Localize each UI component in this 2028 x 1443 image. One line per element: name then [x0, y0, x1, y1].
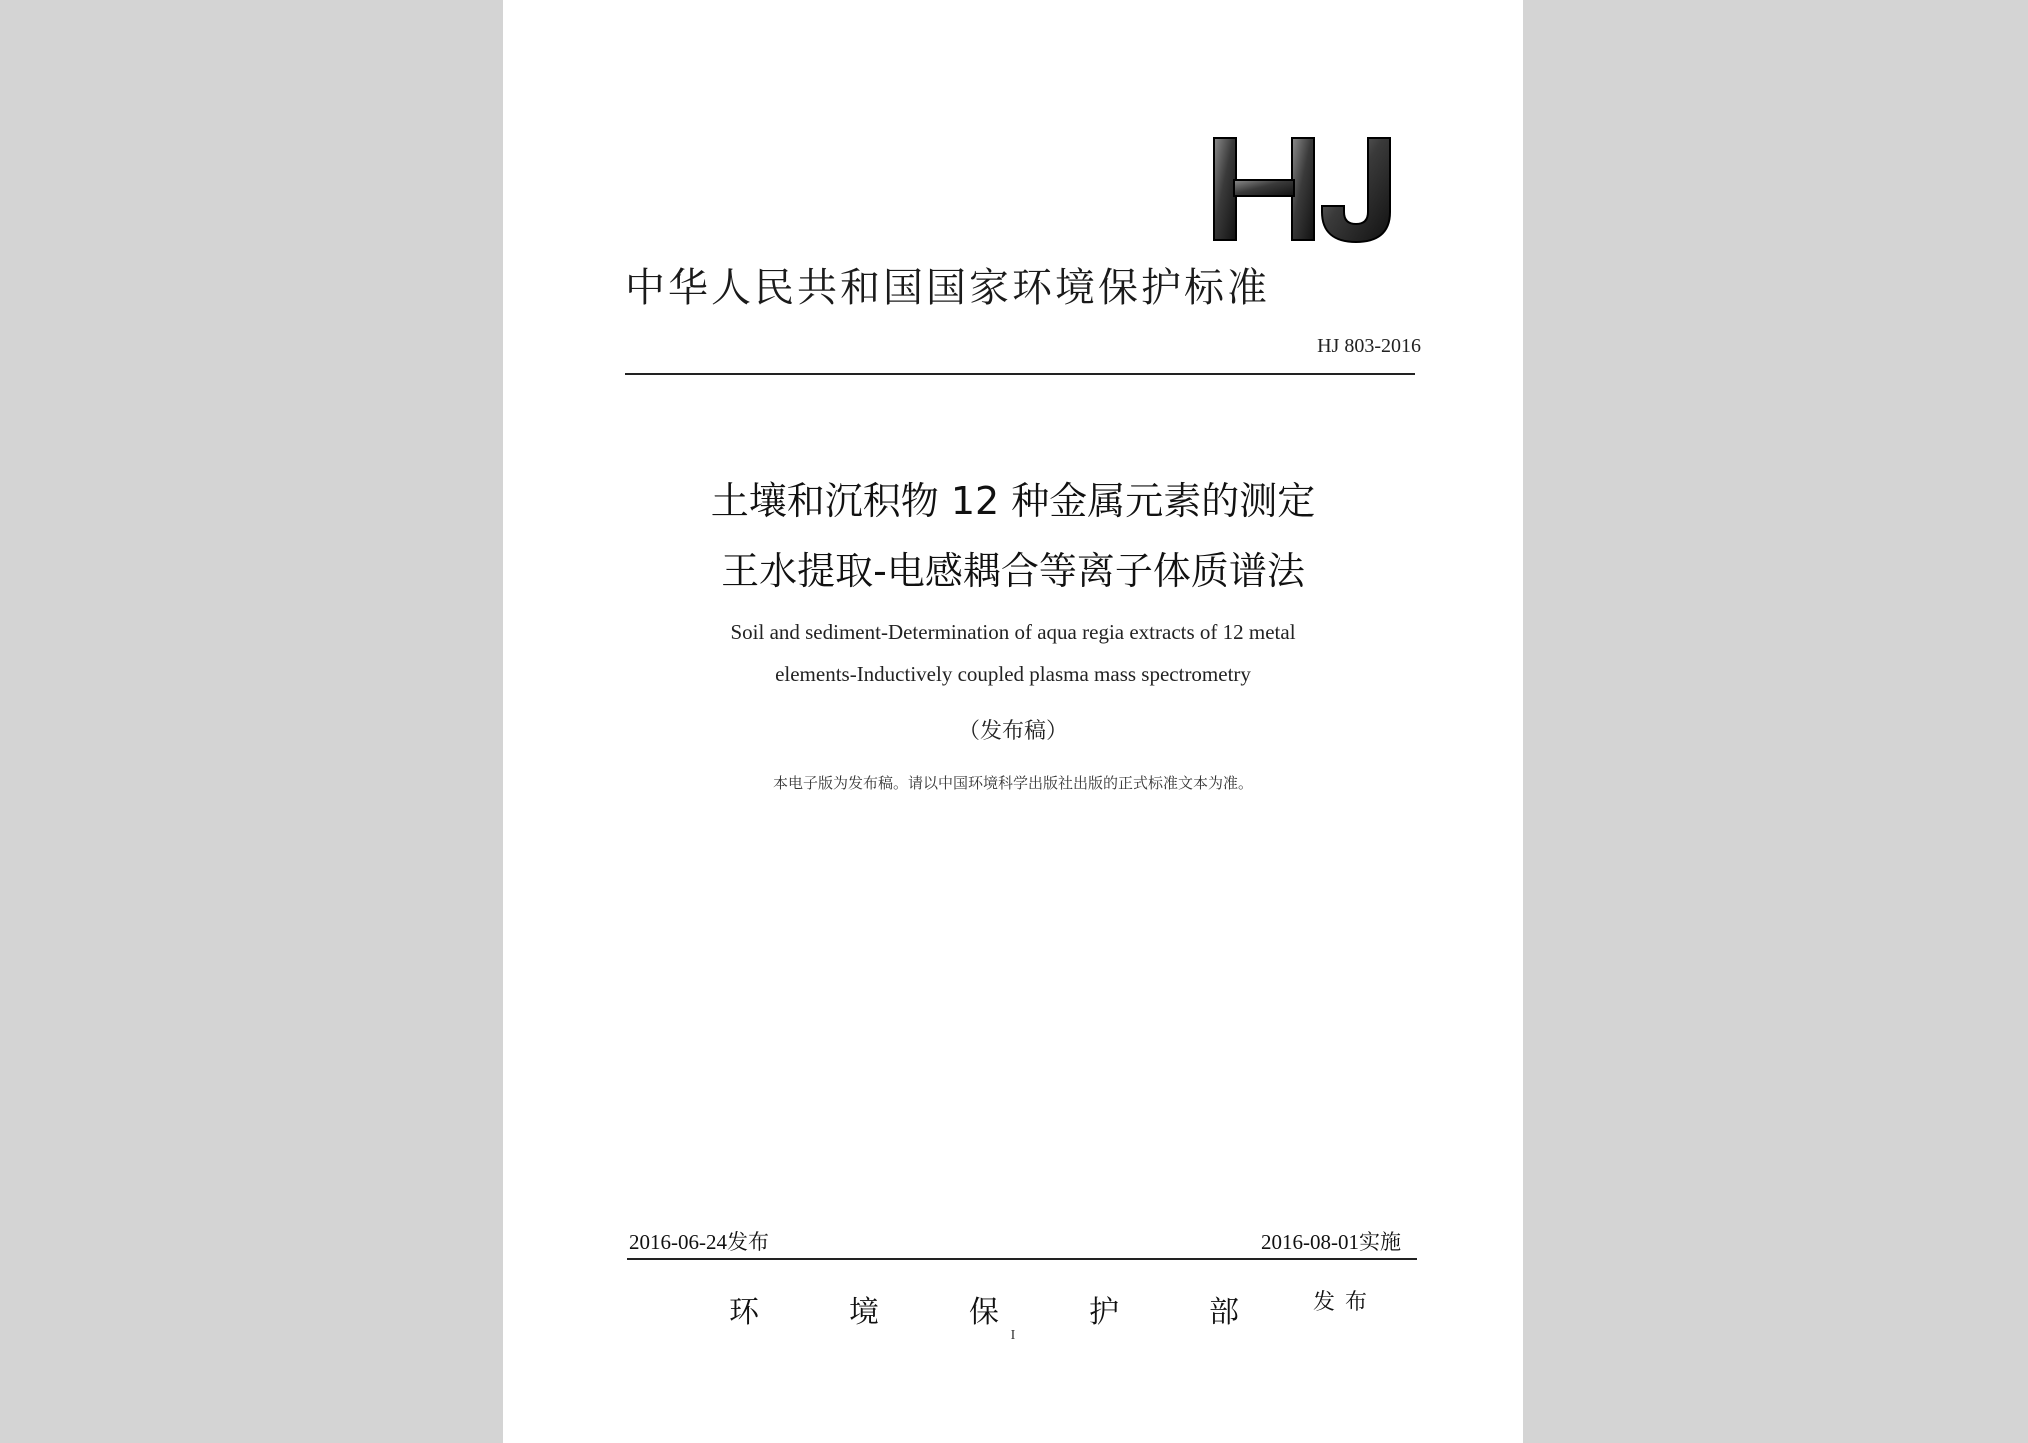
issuer-char: 保: [969, 1295, 999, 1330]
standard-code: HJ 803-2016: [1317, 335, 1421, 357]
standard-title: 中华人民共和国国家环境保护标准: [625, 265, 1270, 311]
issuer-char: 环: [729, 1295, 759, 1330]
page-number: I: [1010, 1328, 1016, 1343]
english-title-line-1: Soil and sediment-Determination of aqua regia extracts of 12 metal: [730, 620, 1296, 644]
bottom-divider: [627, 1258, 1417, 1260]
draft-label: （发布稿）: [957, 719, 1068, 744]
chinese-title-line-1: 土壤和沉积物 12 种金属元素的测定: [710, 479, 1316, 523]
implementation-date: 2016-08-01实施: [1261, 1230, 1401, 1254]
document-page: [503, 0, 1523, 1443]
issuing-authority: [729, 1287, 1329, 1331]
issuer-char: 护: [1089, 1295, 1119, 1330]
issue-date: 2016-06-24发布: [629, 1230, 769, 1254]
issuer-char: 境: [849, 1295, 879, 1330]
issuer-char: 部: [1209, 1295, 1239, 1330]
top-divider: [625, 373, 1415, 375]
hj-logo: [1208, 118, 1418, 258]
english-title-line-2: elements-Inductively coupled plasma mass spectrometry: [775, 662, 1251, 686]
issue-word: 发布: [1313, 1290, 1378, 1315]
electronic-version-note: 本电子版为发布稿。请以中国环境科学出版社出版的正式标准文本为准。: [772, 774, 1253, 792]
chinese-title-line-2: 王水提取-电感耦合等离子体质谱法: [721, 549, 1305, 593]
